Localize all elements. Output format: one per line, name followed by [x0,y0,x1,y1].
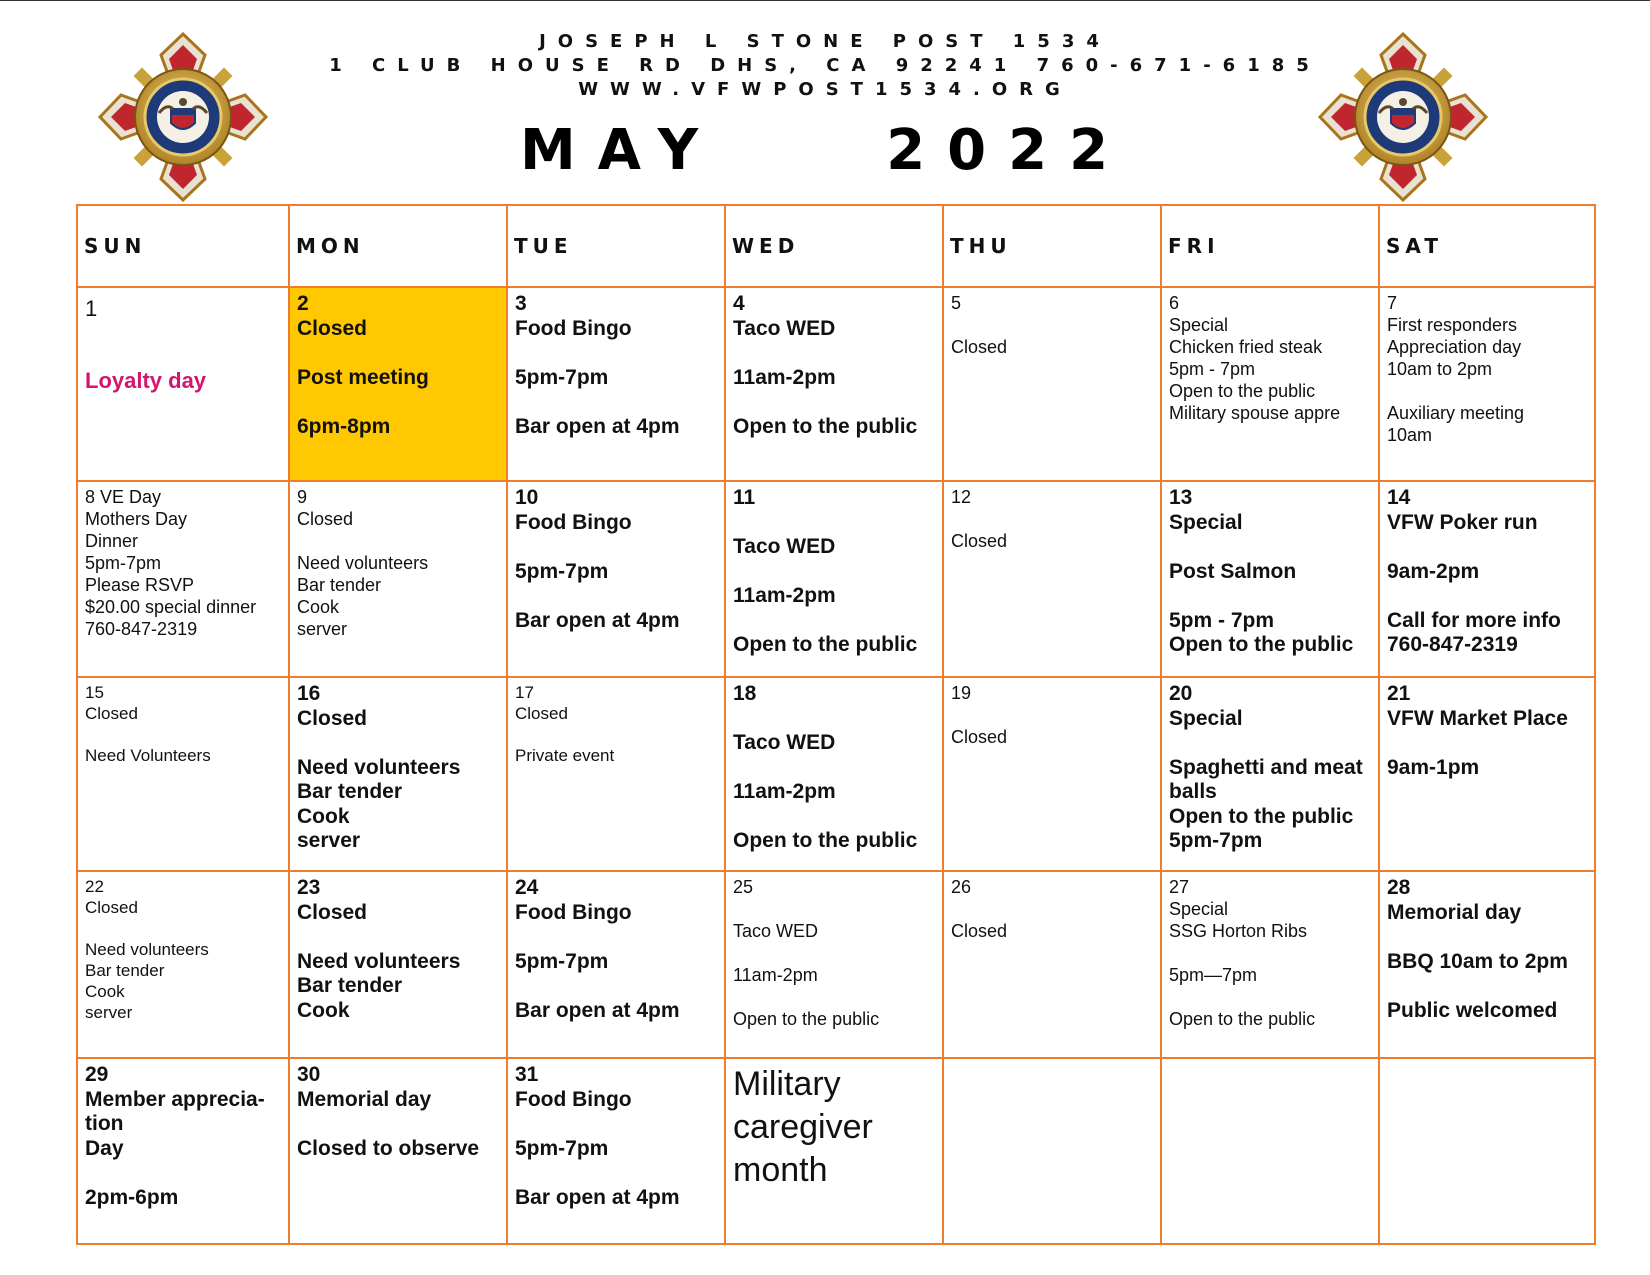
post-name: JOSEPH L STONE POST 1534 [539,31,1111,52]
week-row-2 [77,481,1595,677]
day-content: 4 Taco WED 11am-2pm Open to the public [733,292,918,438]
day-cell-20 [1161,677,1379,871]
week-row-5 [77,1058,1595,1244]
day-content: 10 Food Bingo 5pm-7pm Bar open at 4pm [515,486,680,632]
day-cell-18 [725,677,943,871]
day-cell-6 [1161,287,1379,481]
day-content: 14 VFW Poker run 9am-2pm Call for more info 760-847-2319 [1387,486,1561,656]
day-content: 26 Closed [951,877,1008,941]
day-content: 12 Closed [951,487,1008,551]
loyalty-day-label: Loyalty day [85,368,207,393]
day-cell-28 [1379,871,1595,1058]
calendar-grid [76,204,1596,1245]
day-cell-23 [289,871,507,1058]
day-content: 2 Closed Post meeting 6pm-8pm [297,292,429,438]
day-cell-26 [943,871,1161,1058]
day-cell-12 [943,481,1161,677]
weekday-tue: TUE [507,205,725,287]
day-cell-19 [943,677,1161,871]
day-cell-11 [725,481,943,677]
day-content: 25 Taco WED 11am-2pm Open to the public [733,877,880,1029]
day-cell-24 [507,871,725,1058]
day-content: 21 VFW Market Place 9am-1pm [1387,682,1568,779]
day-content: 29 Member apprecia- tion Day 2pm-6pm [85,1063,265,1209]
day-content: 30 Memorial day Closed to observe [297,1063,480,1160]
day-content: 31 Food Bingo 5pm-7pm Bar open at 4pm [515,1063,680,1209]
day-content: 23 Closed Need volunteers Bar tender Cook [297,876,461,1022]
day-cell-21 [1379,677,1595,871]
day-cell-17 [507,677,725,871]
day-cell-3 [507,287,725,481]
day-content: 20 Special Spaghetti and meat balls Open to the public 5pm-7pm [1169,682,1363,852]
weekday-header-row [77,205,1595,287]
day-cell-30 [289,1058,507,1244]
day-content: 28 Memorial day BBQ 10am to 2pm Public welcomed [1387,876,1568,1022]
day-number: 1 [85,296,98,321]
week-row-1 [77,287,1595,481]
post-header [0,30,1650,102]
day-cell-31 [507,1058,725,1244]
day-content: 16 Closed Need volunteers Bar tender Cook server [297,682,461,852]
weekday-mon: MON [289,205,507,287]
weekday-sat: SAT [1379,205,1595,287]
day-content: 8 VE Day Mothers Day Dinner 5pm-7pm Please RSVP $20.00 special dinner 760-847-2319 [85,487,257,639]
day-content: 11 Taco WED 11am-2pm Open to the public [733,486,918,656]
day-cell-14 [1379,481,1595,677]
post-website: WWW.VFWPOST1534.ORG [578,79,1072,100]
empty-cell [943,1058,1161,1244]
day-cell-16 [289,677,507,871]
weekday-fri: FRI [1161,205,1379,287]
day-content: 17 Closed Private event [515,683,615,765]
day-content: 7 First responders Appreciation day 10am to 2pm Auxiliary meeting 10am [1387,293,1525,445]
day-cell-29 [77,1058,289,1244]
month-label: MAY [519,118,721,183]
year-label: 2022 [886,118,1131,183]
weekday-sun: SUN [77,205,289,287]
day-content: 24 Food Bingo 5pm-7pm Bar open at 4pm [515,876,680,1022]
day-cell-9 [289,481,507,677]
empty-cell [1379,1058,1595,1244]
weekday-wed: WED [725,205,943,287]
week-row-3 [77,677,1595,871]
day-cell-22 [77,871,289,1058]
day-cell-8 [77,481,289,677]
day-content: 9 Closed Need volunteers Bar tender Cook server [297,487,429,639]
day-cell-7 [1379,287,1595,481]
day-content: 27 Special SSG Horton Ribs 5pm—7pm Open to the public [1169,877,1316,1029]
day-content: 19 Closed [951,683,1008,747]
weekday-thu: THU [943,205,1161,287]
day-content: 22 Closed Need volunteers Bar tender Cook server [85,877,209,1022]
calendar-title [0,118,1650,183]
day-content: 18 Taco WED 11am-2pm Open to the public [733,682,918,852]
day-cell-15 [77,677,289,871]
day-content: 13 Special Post Salmon 5pm - 7pm Open to the public [1169,486,1354,656]
day-cell-2 [289,287,507,481]
day-content: 5 Closed [951,293,1008,357]
military-caregiver-cell [725,1058,943,1244]
top-rule [0,0,1650,1]
day-cell-27 [1161,871,1379,1058]
day-cell-5 [943,287,1161,481]
day-cell-25 [725,871,943,1058]
day-content: 6 Special Chicken fried steak 5pm - 7pm Open to the public Military spouse appre [1169,293,1341,423]
day-cell-1 [77,287,289,481]
day-cell-10 [507,481,725,677]
week-row-4 [77,871,1595,1058]
post-address: 1 CLUB HOUSE RD DHS, CA 92241 760-671-6185 [329,55,1321,76]
military-caregiver-note: Military caregiver month [733,1065,873,1189]
day-cell-4 [725,287,943,481]
empty-cell [1161,1058,1379,1244]
day-cell-13 [1161,481,1379,677]
day-content: 15 Closed Need Volunteers [85,683,211,765]
day-content: 3 Food Bingo 5pm-7pm Bar open at 4pm [515,292,680,438]
